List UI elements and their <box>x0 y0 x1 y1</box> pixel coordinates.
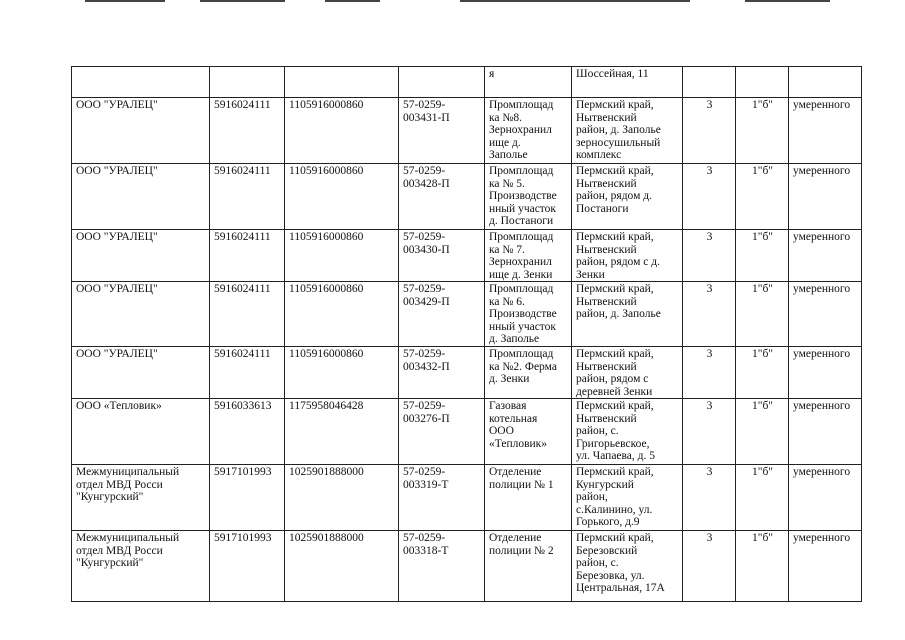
cell-ogrn <box>285 67 399 98</box>
cell-org <box>72 67 210 98</box>
cell-address: Шоссейная, 11 <box>572 67 683 98</box>
cell-inn: 5916024111 <box>210 98 285 164</box>
cell-address: Пермский край, Нытвенский район, с. Григорьевское, ул. Чапаева, д. 5 <box>572 399 683 465</box>
table-row-continuation <box>72 67 862 98</box>
cell-org: ООО "УРАЛЕЦ" <box>72 98 210 164</box>
cell-ogrn: 1105916000860 <box>285 230 399 282</box>
cell-org: Межмуниципальный отдел МВД Росси "Кунгурский" <box>72 465 210 531</box>
cell-ogrn: 1105916000860 <box>285 347 399 399</box>
cell-hazard: 3 <box>683 98 736 164</box>
table-row <box>72 347 862 399</box>
cell-risk: умеренного <box>789 531 862 602</box>
cell-risk: умеренного <box>789 347 862 399</box>
registry-table <box>71 66 862 602</box>
cell-ogrn: 1105916000860 <box>285 282 399 347</box>
cell-org: ООО «Тепловик» <box>72 399 210 465</box>
cell-inn: 5917101993 <box>210 531 285 602</box>
cell-hazard <box>683 67 736 98</box>
cell-address: Пермский край, Нытвенский район, рядом д. Постаноги <box>572 164 683 230</box>
cell-category: 1"б" <box>736 531 789 602</box>
cell-ogrn: 1175958046428 <box>285 399 399 465</box>
cell-hazard: 3 <box>683 347 736 399</box>
cell-code: 57-0259- 003276-П <box>399 399 485 465</box>
cell-object: я <box>485 67 572 98</box>
top-rule <box>200 0 285 2</box>
table-row <box>72 164 862 230</box>
cell-category: 1"б" <box>736 230 789 282</box>
cell-address: Пермский край, Кунгурский район, с.Калинино, ул. Горького, д.9 <box>572 465 683 531</box>
cell-object: Отделение полиции № 2 <box>485 531 572 602</box>
cell-address: Пермский край, Нытвенский район, д. Заполье <box>572 282 683 347</box>
cell-risk: умеренного <box>789 399 862 465</box>
cell-object: Промплощад ка №2. Ферма д. Зенки <box>485 347 572 399</box>
cell-org: ООО "УРАЛЕЦ" <box>72 164 210 230</box>
cell-hazard: 3 <box>683 399 736 465</box>
cell-code: 57-0259- 003319-Т <box>399 465 485 531</box>
cell-code <box>399 67 485 98</box>
cell-ogrn: 1025901888000 <box>285 465 399 531</box>
table-row <box>72 230 862 282</box>
cell-risk: умеренного <box>789 230 862 282</box>
cell-hazard: 3 <box>683 164 736 230</box>
cell-code: 57-0259- 003431-П <box>399 98 485 164</box>
cell-category <box>736 67 789 98</box>
cell-ogrn: 1105916000860 <box>285 164 399 230</box>
cell-address: Пермский край, Нытвенский район, рядом с д. Зенки <box>572 230 683 282</box>
cell-org: ООО "УРАЛЕЦ" <box>72 230 210 282</box>
cell-code: 57-0259- 003318-Т <box>399 531 485 602</box>
cell-inn: 5916024111 <box>210 230 285 282</box>
top-rule <box>460 0 690 2</box>
cell-org: Межмуниципальный отдел МВД Росси "Кунгурский" <box>72 531 210 602</box>
cell-hazard: 3 <box>683 465 736 531</box>
cell-risk: умеренного <box>789 164 862 230</box>
top-rule <box>85 0 165 2</box>
top-rule <box>325 0 380 2</box>
cell-hazard: 3 <box>683 282 736 347</box>
cell-object: Промплощад ка № 6. Производстве нный участок д. Заполье <box>485 282 572 347</box>
cell-code: 57-0259- 003428-П <box>399 164 485 230</box>
cell-object: Отделение полиции № 1 <box>485 465 572 531</box>
cell-risk: умеренного <box>789 465 862 531</box>
cell-inn: 5916024111 <box>210 282 285 347</box>
cell-hazard: 3 <box>683 230 736 282</box>
cell-hazard: 3 <box>683 531 736 602</box>
cell-org: ООО "УРАЛЕЦ" <box>72 347 210 399</box>
table-row <box>72 465 862 531</box>
cell-object: Промплощад ка №8. Зернохранил ище д. Заполье <box>485 98 572 164</box>
cell-address: Пермский край, Березовский район, с. Березовка, ул. Центральная, 17А <box>572 531 683 602</box>
table-row <box>72 282 862 347</box>
top-rule <box>745 0 830 2</box>
table-row <box>72 531 862 602</box>
cell-inn <box>210 67 285 98</box>
cell-ogrn: 1105916000860 <box>285 98 399 164</box>
table-row <box>72 98 862 164</box>
cell-object: Промплощад ка № 5. Производстве нный участок д. Постаноги <box>485 164 572 230</box>
cell-risk <box>789 67 862 98</box>
cell-ogrn: 1025901888000 <box>285 531 399 602</box>
cell-category: 1"б" <box>736 282 789 347</box>
cell-code: 57-0259- 003432-П <box>399 347 485 399</box>
cell-inn: 5917101993 <box>210 465 285 531</box>
table-row <box>72 399 862 465</box>
cell-category: 1"б" <box>736 399 789 465</box>
cell-inn: 5916033613 <box>210 399 285 465</box>
cell-risk: умеренного <box>789 98 862 164</box>
cell-object: Газовая котельная ООО «Тепловик» <box>485 399 572 465</box>
cell-code: 57-0259- 003430-П <box>399 230 485 282</box>
cell-category: 1"б" <box>736 164 789 230</box>
cell-address: Пермский край, Нытвенский район, д. Заполье зерносушильный комплекс <box>572 98 683 164</box>
cell-inn: 5916024111 <box>210 164 285 230</box>
cell-category: 1"б" <box>736 347 789 399</box>
cell-category: 1"б" <box>736 98 789 164</box>
cell-object: Промплощад ка № 7. Зернохранил ище д. Зенки <box>485 230 572 282</box>
cell-code: 57-0259- 003429-П <box>399 282 485 347</box>
cell-address: Пермский край, Нытвенский район, рядом с деревней Зенки <box>572 347 683 399</box>
cell-inn: 5916024111 <box>210 347 285 399</box>
cell-org: ООО "УРАЛЕЦ" <box>72 282 210 347</box>
cell-risk: умеренного <box>789 282 862 347</box>
cell-category: 1"б" <box>736 465 789 531</box>
